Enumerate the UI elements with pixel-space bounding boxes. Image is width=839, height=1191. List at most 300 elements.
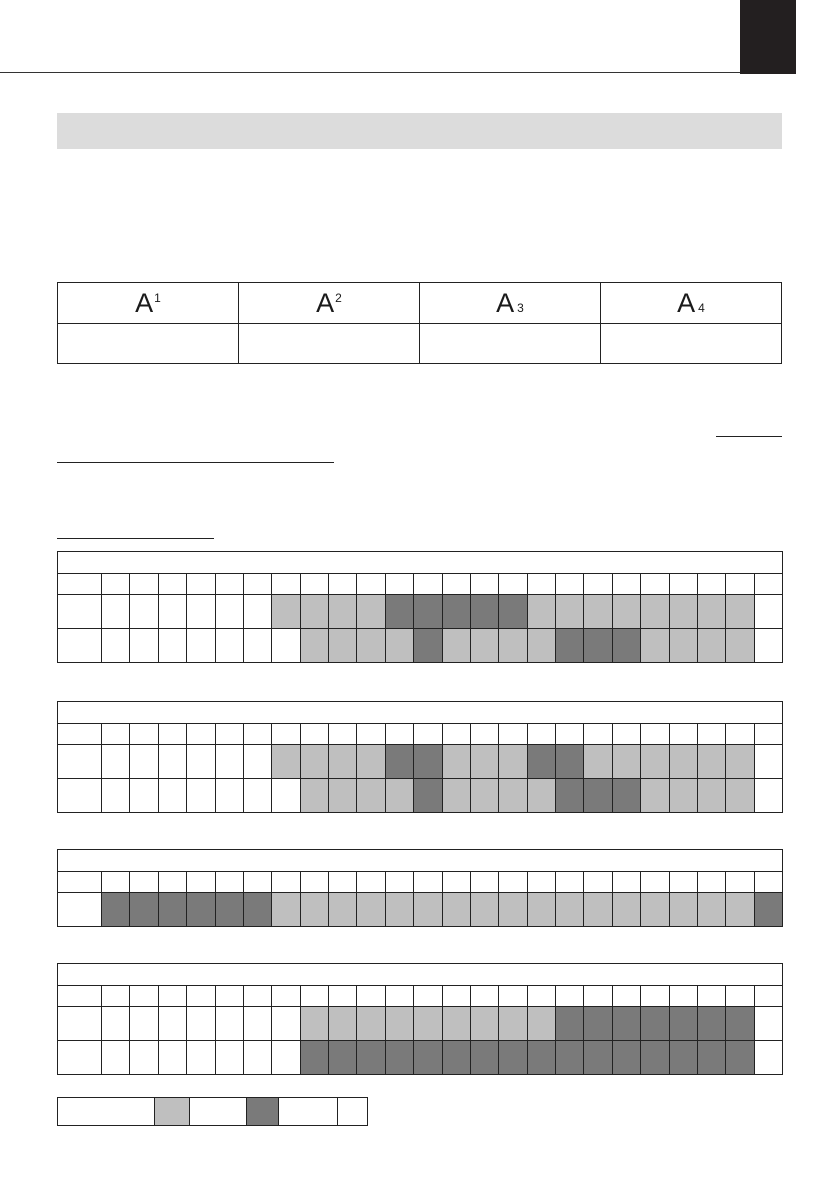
slot-dark (357, 1041, 385, 1075)
slot-light (584, 595, 612, 629)
slot-light (357, 893, 385, 927)
hour-cell (187, 986, 215, 1007)
slot-dark (300, 1041, 328, 1075)
slot-dark (414, 595, 442, 629)
schedule-slot-row (58, 893, 783, 927)
slot-light (329, 779, 357, 813)
color-legend (57, 1097, 368, 1126)
program-a3-cell: A 3 (420, 283, 601, 324)
slot-empty (243, 1007, 271, 1041)
hour-cell (243, 986, 271, 1007)
hour-cell (357, 574, 385, 595)
slot-dark (187, 893, 215, 927)
slot-dark (414, 779, 442, 813)
hour-cell (414, 574, 442, 595)
legend-swatch-light (155, 1098, 190, 1126)
hour-cell (754, 872, 783, 893)
slot-light (527, 893, 555, 927)
slot-light (726, 745, 754, 779)
hour-cell (187, 574, 215, 595)
hour-cell (470, 986, 498, 1007)
hour-cell (187, 724, 215, 745)
legend-text-cell (58, 1098, 155, 1126)
hour-cell (584, 872, 612, 893)
slot-light (641, 893, 669, 927)
hour-cell (584, 986, 612, 1007)
slot-dark (385, 1041, 413, 1075)
hour-cell (58, 724, 102, 745)
slot-dark (669, 1041, 697, 1075)
slot-dark (641, 1041, 669, 1075)
slot-empty (754, 595, 783, 629)
slot-dark (414, 1041, 442, 1075)
schedule-title-row (58, 702, 783, 724)
slot-empty (102, 745, 130, 779)
hour-cell (357, 986, 385, 1007)
slot-dark (641, 1007, 669, 1041)
slot-light (414, 1007, 442, 1041)
slot-light (272, 745, 300, 779)
slot-light (470, 779, 498, 813)
slot-light (726, 629, 754, 663)
slot-light (641, 629, 669, 663)
hour-cell (669, 574, 697, 595)
program-a4-cell: A 4 (601, 283, 782, 324)
schedule-grid (57, 849, 783, 927)
slot-dark (442, 595, 470, 629)
slot-dark (414, 629, 442, 663)
slot-light (499, 1007, 527, 1041)
slot-light (300, 1007, 328, 1041)
hour-cell (243, 872, 271, 893)
program-header-row (58, 283, 782, 324)
slot-empty (158, 779, 186, 813)
slot-light (527, 629, 555, 663)
slot-light (300, 595, 328, 629)
hour-cell (102, 872, 130, 893)
slot-dark (612, 1041, 640, 1075)
slot-light (329, 1007, 357, 1041)
slot-light (385, 893, 413, 927)
slot-empty (187, 1007, 215, 1041)
slot-dark (102, 893, 130, 927)
program-a2-cell: $A^2$ (239, 283, 420, 324)
slot-empty (215, 779, 243, 813)
hour-cell (300, 724, 328, 745)
hour-cell (58, 872, 102, 893)
hour-cell (357, 872, 385, 893)
hour-cell (499, 986, 527, 1007)
slot-dark (442, 1041, 470, 1075)
slot-light (385, 779, 413, 813)
slot-light (272, 595, 300, 629)
slot-light (697, 779, 725, 813)
slot-light (669, 745, 697, 779)
hour-cell (58, 574, 102, 595)
hour-cell (158, 574, 186, 595)
slot-light (669, 629, 697, 663)
slot-dark (584, 1041, 612, 1075)
hour-cell (442, 872, 470, 893)
slot-light (470, 745, 498, 779)
slot-light (300, 629, 328, 663)
schedule-slot-row (58, 745, 783, 779)
slot-light (669, 893, 697, 927)
slot-light (669, 779, 697, 813)
slot-empty (243, 779, 271, 813)
slot-dark (385, 595, 413, 629)
slot-light (499, 779, 527, 813)
hour-cell (641, 872, 669, 893)
schedule-title-row (58, 552, 783, 574)
row-label-cell (58, 629, 102, 663)
slot-light (385, 1007, 413, 1041)
slot-empty (243, 629, 271, 663)
slot-light (357, 1007, 385, 1041)
slot-empty (130, 595, 158, 629)
chapter-tab (740, 0, 796, 74)
hour-cell (215, 986, 243, 1007)
slot-dark (669, 1007, 697, 1041)
legend-swatch-dark (247, 1098, 279, 1126)
hour-cell (612, 574, 640, 595)
slot-light (612, 595, 640, 629)
hour-cell (499, 872, 527, 893)
slot-dark (556, 1007, 584, 1041)
row-label-cell (58, 779, 102, 813)
slot-empty (215, 595, 243, 629)
slot-light (300, 893, 328, 927)
slot-dark (329, 1041, 357, 1075)
slot-empty (187, 745, 215, 779)
hour-cell (641, 574, 669, 595)
hour-cell (215, 574, 243, 595)
hour-cell (158, 872, 186, 893)
slot-light (584, 893, 612, 927)
slot-light (612, 893, 640, 927)
slot-light (470, 629, 498, 663)
hour-cell (272, 872, 300, 893)
hour-cell (726, 574, 754, 595)
hour-cell (272, 986, 300, 1007)
subheading-underline (57, 538, 214, 539)
hour-cell (641, 986, 669, 1007)
hour-cell (754, 986, 783, 1007)
hour-cell (726, 986, 754, 1007)
slot-empty (272, 779, 300, 813)
schedule-hour-row (58, 986, 783, 1007)
schedule-title-cell (58, 702, 783, 724)
slot-empty (187, 1041, 215, 1075)
slot-dark (612, 779, 640, 813)
slot-light (697, 629, 725, 663)
program-a1-cell: $A^1$ (58, 283, 239, 324)
row-label-cell (58, 745, 102, 779)
slot-empty (272, 1041, 300, 1075)
legend-text-cell (279, 1098, 338, 1126)
hour-cell (300, 872, 328, 893)
hour-cell (243, 724, 271, 745)
hour-cell (556, 986, 584, 1007)
schedule-hour-row (58, 724, 783, 745)
row-label-cell (58, 595, 102, 629)
link-underline (57, 462, 334, 463)
hour-cell (527, 724, 555, 745)
slot-dark (130, 893, 158, 927)
schedule-slot-row (58, 1007, 783, 1041)
schedule-grid (57, 551, 783, 663)
hour-cell (158, 724, 186, 745)
hour-cell (556, 724, 584, 745)
hour-cell (300, 574, 328, 595)
hour-cell (442, 724, 470, 745)
hour-cell (697, 986, 725, 1007)
hour-cell (442, 574, 470, 595)
link-underline (716, 436, 782, 437)
slot-empty (102, 1041, 130, 1075)
slot-dark (215, 893, 243, 927)
schedule-hour-row (58, 574, 783, 595)
program-a4-value (601, 324, 782, 364)
schedule-title-cell (58, 552, 783, 574)
slot-empty (215, 1007, 243, 1041)
hour-cell (641, 724, 669, 745)
slot-light (556, 893, 584, 927)
slot-light (499, 745, 527, 779)
slot-empty (187, 629, 215, 663)
hour-cell (385, 724, 413, 745)
slot-light (300, 779, 328, 813)
slot-empty (754, 1041, 783, 1075)
slot-light (527, 595, 555, 629)
slot-empty (158, 629, 186, 663)
hour-cell (556, 574, 584, 595)
section-heading-bar (57, 113, 782, 149)
slot-dark (556, 745, 584, 779)
slot-dark (499, 1041, 527, 1075)
hour-cell (470, 574, 498, 595)
slot-light (556, 595, 584, 629)
slot-empty (158, 595, 186, 629)
hour-cell (697, 872, 725, 893)
slot-empty (130, 1041, 158, 1075)
hour-cell (102, 724, 130, 745)
hour-cell (470, 872, 498, 893)
hour-cell (726, 872, 754, 893)
slot-dark (697, 1007, 725, 1041)
slot-light (300, 745, 328, 779)
slot-dark (726, 1041, 754, 1075)
slot-empty (272, 1007, 300, 1041)
slot-empty (754, 779, 783, 813)
hour-cell (243, 574, 271, 595)
slot-light (442, 893, 470, 927)
slot-light (669, 595, 697, 629)
hour-cell (669, 724, 697, 745)
hour-cell (385, 986, 413, 1007)
hour-cell (442, 986, 470, 1007)
hour-cell (385, 872, 413, 893)
hour-cell (470, 724, 498, 745)
slot-empty (754, 1007, 783, 1041)
slot-light (442, 1007, 470, 1041)
hour-cell (272, 724, 300, 745)
slot-empty (187, 779, 215, 813)
slot-dark (754, 893, 783, 927)
slot-empty (158, 745, 186, 779)
slot-empty (130, 629, 158, 663)
program-a1-value (58, 324, 239, 364)
slot-dark (243, 893, 271, 927)
slot-light (612, 745, 640, 779)
schedule-slot-row (58, 595, 783, 629)
slot-light (329, 629, 357, 663)
hour-cell (584, 574, 612, 595)
slot-light (414, 893, 442, 927)
slot-light (442, 779, 470, 813)
slot-light (442, 745, 470, 779)
schedule-hour-row (58, 872, 783, 893)
slot-empty (102, 629, 130, 663)
slot-light (584, 745, 612, 779)
hour-cell (357, 724, 385, 745)
slot-empty (754, 745, 783, 779)
slot-light (527, 1007, 555, 1041)
slot-light (641, 595, 669, 629)
hour-cell (187, 872, 215, 893)
slot-empty (158, 1007, 186, 1041)
slot-light (726, 779, 754, 813)
slot-dark (584, 779, 612, 813)
slot-light (357, 595, 385, 629)
slot-light (527, 779, 555, 813)
row-label-cell (58, 893, 102, 927)
hour-cell (499, 574, 527, 595)
program-a3-value (420, 324, 601, 364)
hour-cell (697, 574, 725, 595)
hour-cell (527, 986, 555, 1007)
legend-text-cell (338, 1098, 368, 1126)
slot-light (385, 629, 413, 663)
slot-light (357, 745, 385, 779)
slot-light (272, 893, 300, 927)
slot-empty (215, 1041, 243, 1075)
slot-dark (158, 893, 186, 927)
row-label-cell (58, 1007, 102, 1041)
hour-cell (612, 724, 640, 745)
schedule-slot-row (58, 779, 783, 813)
slot-empty (243, 595, 271, 629)
hour-cell (130, 872, 158, 893)
hour-cell (499, 724, 527, 745)
slot-light (329, 595, 357, 629)
slot-dark (499, 595, 527, 629)
hour-cell (272, 574, 300, 595)
hour-cell (385, 574, 413, 595)
legend-row (58, 1098, 368, 1126)
hour-cell (669, 986, 697, 1007)
program-table (57, 282, 782, 364)
hour-cell (130, 986, 158, 1007)
slot-empty (102, 1007, 130, 1041)
hour-cell (102, 574, 130, 595)
hour-cell (130, 574, 158, 595)
hour-cell (414, 724, 442, 745)
slot-light (329, 893, 357, 927)
slot-dark (556, 629, 584, 663)
slot-empty (102, 595, 130, 629)
slot-dark (556, 779, 584, 813)
schedule-slot-row (58, 1041, 783, 1075)
hour-cell (215, 724, 243, 745)
slot-light (697, 745, 725, 779)
hour-cell (300, 986, 328, 1007)
slot-light (726, 595, 754, 629)
hour-cell (329, 986, 357, 1007)
slot-dark (612, 629, 640, 663)
slot-empty (215, 629, 243, 663)
schedule-title-cell (58, 850, 783, 872)
slot-light (357, 629, 385, 663)
slot-dark (527, 1041, 555, 1075)
hour-cell (414, 872, 442, 893)
hour-cell (527, 574, 555, 595)
schedule-title-row (58, 850, 783, 872)
legend-text-cell (190, 1098, 247, 1126)
header-rule (0, 72, 740, 73)
slot-dark (385, 745, 413, 779)
hour-cell (612, 872, 640, 893)
hour-cell (754, 574, 783, 595)
slot-light (697, 893, 725, 927)
slot-light (357, 779, 385, 813)
slot-dark (584, 629, 612, 663)
slot-empty (187, 595, 215, 629)
slot-empty (754, 629, 783, 663)
slot-light (470, 1007, 498, 1041)
slot-empty (130, 745, 158, 779)
hour-cell (158, 986, 186, 1007)
hour-cell (130, 724, 158, 745)
hour-cell (527, 872, 555, 893)
slot-empty (130, 779, 158, 813)
slot-dark (612, 1007, 640, 1041)
schedule-slot-row (58, 629, 783, 663)
program-a2-value (239, 324, 420, 364)
slot-empty (272, 629, 300, 663)
hour-cell (754, 724, 783, 745)
hour-cell (329, 872, 357, 893)
schedule-title-cell (58, 964, 783, 986)
slot-empty (215, 745, 243, 779)
slot-dark (726, 1007, 754, 1041)
hour-cell (556, 872, 584, 893)
slot-dark (470, 1041, 498, 1075)
slot-light (697, 595, 725, 629)
program-value-row (58, 324, 782, 364)
slot-light (329, 745, 357, 779)
hour-cell (612, 986, 640, 1007)
slot-light (442, 629, 470, 663)
slot-dark (414, 745, 442, 779)
slot-empty (130, 1007, 158, 1041)
slot-light (499, 893, 527, 927)
hour-cell (215, 872, 243, 893)
slot-empty (158, 1041, 186, 1075)
slot-light (499, 629, 527, 663)
slot-dark (697, 1041, 725, 1075)
hour-cell (102, 986, 130, 1007)
